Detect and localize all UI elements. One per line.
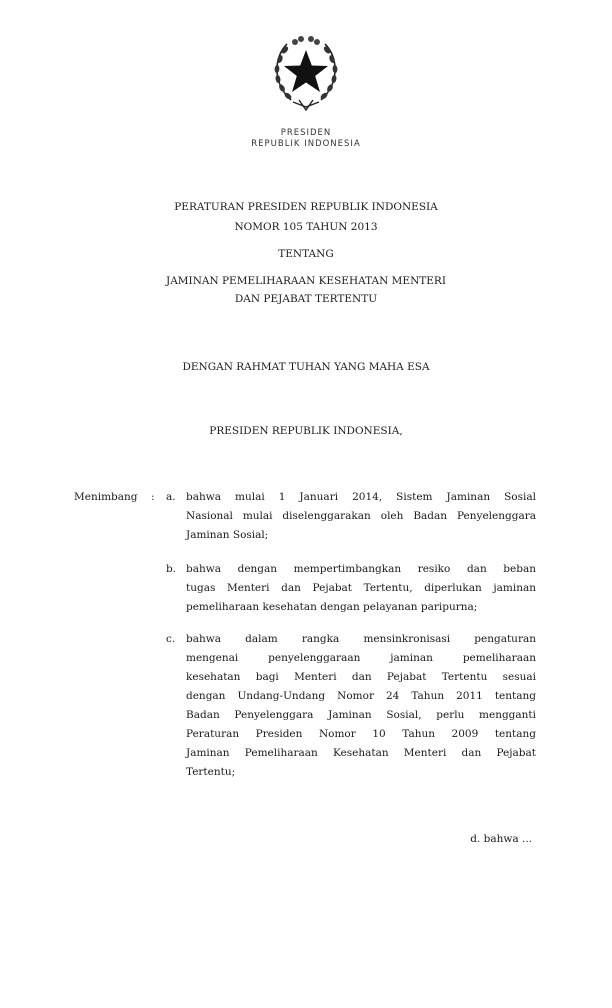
office-name: PRESIDEN — [280, 128, 332, 138]
item-marker: b. — [166, 563, 177, 575]
regulation-subject-line1: JAMINAN PEMELIHARAAN KESEHATAN MENTERI — [166, 275, 446, 287]
consideration-b — [166, 560, 536, 620]
invocation: DENGAN RAHMAT TUHAN YANG MAHA ESA — [182, 361, 430, 373]
regulation-subject-line2: DAN PEJABAT TERTENTU — [234, 293, 378, 305]
continuation-marker: d. bahwa ... — [470, 833, 532, 845]
item-text: bahwa mulai 1 Januari 2014, Sistem Jaminan Sosial Nasional mulai diselenggarakan oleh Badan Penyelenggara Jaminan Sosial; — [186, 491, 536, 541]
item-marker: c. — [166, 633, 176, 645]
regulation-number: NOMOR 105 TAHUN 2013 — [234, 221, 378, 233]
regulation-title: PERATURAN PRESIDEN REPUBLIK INDONESIA — [174, 201, 438, 213]
consideration-a — [166, 488, 536, 548]
item-text: bahwa dengan mempertimbangkan resiko dan beban tugas Menteri dan Pejabat Tertentu, diperlukan jaminan pemeliharaan kesehatan dengan pelayanan paripurna; — [186, 563, 536, 613]
item-text: bahwa dalam rangka mensinkronisasi pengaturan mengenai penyelenggaraan jaminan pemeliharaan kesehatan bagi Menteri dan Pejabat Tertentu sesuai dengan Undang-Undang Nomor 24 Tahun 2011 tentang Badan Penyelenggara Jaminan Sosial, perlu mengganti Peraturan Presiden Nomor 10 Tahun 2009 tentang Jaminan Pemeliharaan Kesehatan Menteri dan Pejabat Tertentu; — [186, 633, 536, 778]
item-marker: a. — [166, 491, 176, 503]
state-emblem — [265, 34, 347, 112]
regulation-about: TENTANG — [278, 248, 334, 260]
menimbang-label: Menimbang — [74, 491, 138, 503]
garuda-star-wreath-icon — [265, 34, 347, 112]
issuer: PRESIDEN REPUBLIK INDONESIA, — [209, 425, 403, 437]
menimbang-colon: : — [151, 491, 155, 503]
office-country: REPUBLIK INDONESIA — [251, 139, 361, 149]
consideration-c — [166, 630, 536, 790]
